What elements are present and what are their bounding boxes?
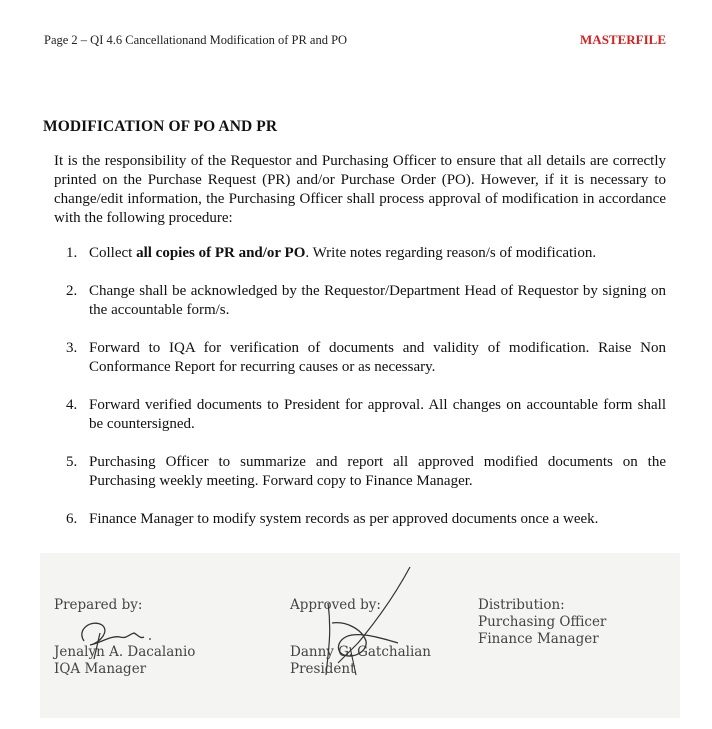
step-number: 5. — [66, 454, 78, 470]
procedure-step — [54, 453, 666, 491]
distribution-item: Finance Manager — [478, 631, 599, 647]
step-number: 6. — [66, 511, 78, 527]
step-text: Purchasing Officer to summarize and report all approved modified documents on the Purchasing weekly meeting. Forward copy to Finance Manager. — [89, 454, 666, 489]
step-text: Forward verified documents to President for approval. All changes on accountable form shall be countersigned. — [89, 397, 666, 432]
approver-signature — [292, 563, 432, 688]
preparer-name: Jenalyn A. Dacalanio — [54, 644, 196, 660]
intro-paragraph: It is the responsibility of the Requestor and Purchasing Officer to ensure that all details are correctly printed on the Purchase Request (PR) and/or Purchase Order (PO). However, if it is necessary to change/edit information, the Purchasing Officer shall process approval of modification in accordance with the following procedure: — [54, 153, 666, 226]
page-reference: Page 2 – QI 4.6 Cancellationand Modification of PR and PO — [44, 33, 348, 47]
signature-block — [40, 553, 680, 718]
procedure-step — [54, 282, 666, 320]
step-emphasis: all copies of PR and/or PO — [136, 245, 306, 261]
step-number: 1. — [66, 245, 78, 261]
step-text: Change shall be acknowledged by the Requestor/Department Head of Requestor by signing on the accountable form/s. — [89, 283, 666, 318]
step-number: 4. — [66, 397, 78, 413]
procedure-list — [54, 244, 666, 548]
prepared-by-label: Prepared by: — [54, 597, 143, 613]
distribution-label: Distribution: — [478, 597, 565, 613]
procedure-step — [54, 396, 666, 434]
approved-by-label: Approved by: — [290, 597, 381, 613]
procedure-step — [54, 244, 666, 263]
step-text-tail: . Write notes regarding reason/s of modification. — [305, 245, 597, 261]
step-text: Forward to IQA for verification of documents and validity of modification. Raise Non Conformance Report for recurring causes or as necessary. — [89, 340, 666, 375]
step-text: Collect — [89, 245, 137, 261]
procedure-step — [54, 339, 666, 377]
distribution-item: Purchasing Officer — [478, 614, 607, 630]
step-number: 2. — [66, 283, 78, 299]
procedure-step — [54, 510, 666, 529]
preparer-title: IQA Manager — [54, 661, 147, 677]
section-title: MODIFICATION OF PO AND PR — [43, 118, 278, 135]
approver-name: Danny G. Gatchalian — [290, 644, 432, 660]
preparer-signature — [70, 613, 160, 663]
step-number: 3. — [66, 340, 78, 356]
masterfile-stamp: MASTERFILE — [580, 32, 666, 47]
distribution-block — [478, 597, 606, 648]
step-text: Finance Manager to modify system records as per approved documents once a week. — [89, 511, 599, 527]
approver-title: President — [290, 661, 356, 677]
